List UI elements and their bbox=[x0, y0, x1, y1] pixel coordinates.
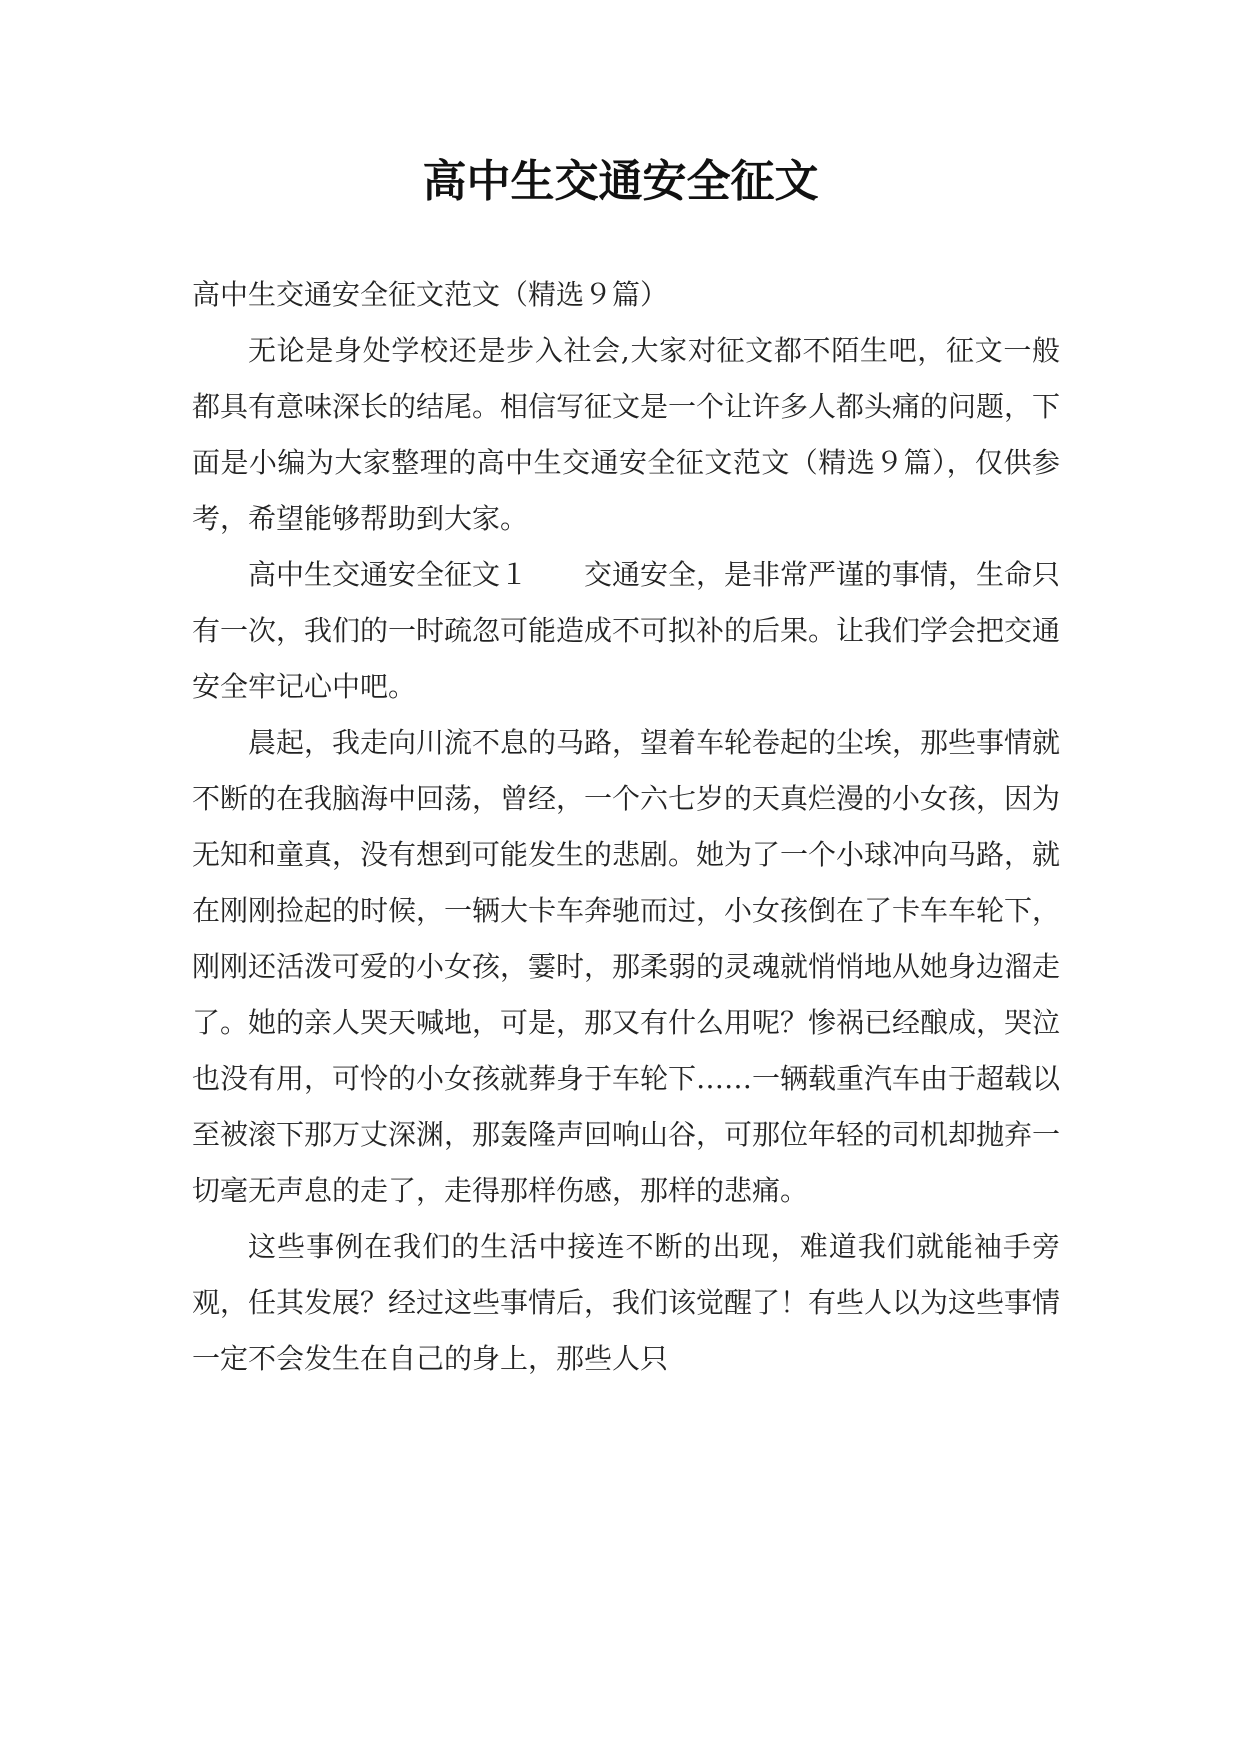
paragraph-awakening: 这些事例在我们的生活中接连不断的出现，难道我们就能袖手旁观，任其发展？经过这些事情后，我们该觉醒了！有些人以为这些事情一定不会发生在自己的身上，那些人只 bbox=[192, 1230, 1061, 1375]
document-title: 高中生交通安全征文 bbox=[422, 156, 819, 207]
paragraph-morning-story: 晨起，我走向川流不息的马路，望着车轮卷起的尘埃，那些事情就不断的在我脑海中回荡，曾经，一个六七岁的天真烂漫的小女孩，因为无知和童真，没有想到可能发生的悲剧。她为了一个小球冲向马路，就在刚刚捡起的时候，一辆大卡车奔驰而过，小女孩倒在了卡车车轮下，刚刚还活泼可爱的小女孩，霎时，那柔弱的灵魂就悄悄地从她身边溜走了。她的亲人哭天喊地，可是，那又有什么用呢？惨祸已经酿成，哭泣也没有用，可怜的小女孩就葬身于车轮下……一辆载重汽车由于超载以至被滚下那万丈深渊，那轰隆声回响山谷，可那位年轻的司机却抛弃一切毫无声息的走了，走得那样伤感，那样的悲痛。 bbox=[192, 726, 1061, 1207]
paragraph-essay-1-opening: 高中生交通安全征文１ 交通安全，是非常严谨的事情，生命只有一次，我们的一时疏忽可能造成不可拟补的后果。让我们学会把交通安全牢记心中吧。 bbox=[192, 558, 1061, 703]
paragraph-intro: 无论是身处学校还是步入社会,大家对征文都不陌生吧，征文一般都具有意味深长的结尾。相信写征文是一个让许多人都头痛的问题，下面是小编为大家整理的高中生交通安全征文范文（精选９篇），仅供参考，希望能够帮助到大家。 bbox=[192, 334, 1061, 535]
document-subtitle: 高中生交通安全征文范文（精选９篇） bbox=[192, 278, 669, 311]
document-body bbox=[192, 267, 1060, 1387]
